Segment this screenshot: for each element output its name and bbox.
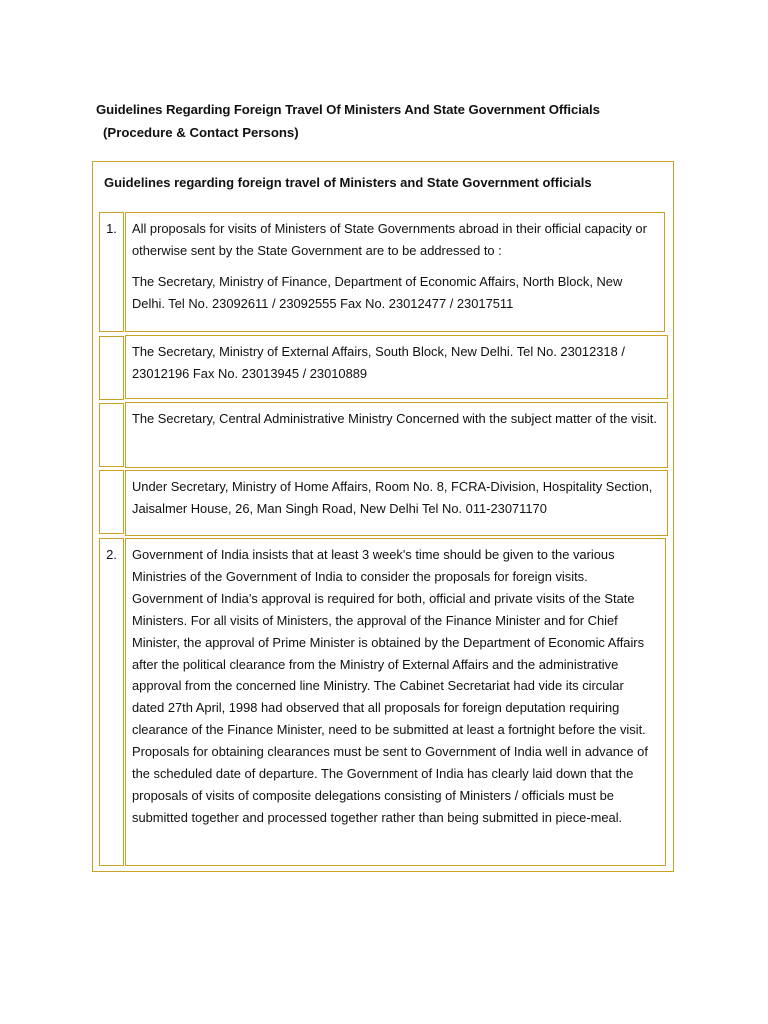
- item-body-text: Government of India insists that at least 3 week's time should be given to the various Ministries of the Government of India to consider the proposals for foreign visits. Government of India’s approval is required for both, official and private visits of the State Ministers. For all visits of Ministers, the approval of the Finance Minister and for Chief Minister, the approval of Prime Minister is obtained by the Department of Economic Affairs after the political clearance from the Ministry of External Affairs and the administrative approval from the concerned line Ministry. The Cabinet Secretariat had vide its circular dated 27th April, 1998 had observed that all proposals for foreign deputation requiring clearance of the Finance Minister, need to be submitted at least a fortnight before the visit. Proposals for obtaining clearances must be sent to Government of India well in advance of the scheduled date of departure. The Government of India has clearly laid down that the proposals of visits of composite delegations consisting of Ministers / officials must be submitted together and processed together rather than being submitted in piece-meal.: [132, 547, 648, 825]
- contact-finance: The Secretary, Ministry of Finance, Department of Economic Affairs, North Block, New Delhi. Tel No. 23092611 / 23092555 Fax No. 23012477 / 23017511: [132, 273, 623, 311]
- item-number-cell-continued: [99, 470, 124, 534]
- contact-cell: [125, 335, 668, 399]
- guidelines-box-heading: Guidelines regarding foreign travel of Ministers and State Government officials: [104, 175, 592, 190]
- item-text-cell: [125, 538, 666, 866]
- contact-external-affairs: The Secretary, Ministry of External Affairs, South Block, New Delhi. Tel No. 23012318 / 23012196 Fax No. 23013945 / 23010889: [132, 344, 625, 381]
- document-subtitle: (Procedure & Contact Persons): [103, 125, 299, 140]
- item-number-cell: [99, 212, 124, 332]
- item-text-cell: [125, 212, 665, 332]
- item-number-cell-continued: [99, 336, 124, 400]
- contact-administrative-ministry: The Secretary, Central Administrative Ministry Concerned with the subject matter of the visit.: [132, 411, 657, 426]
- contact-cell: [125, 402, 668, 468]
- item-number-cell: [99, 538, 124, 866]
- item-number: 1.: [106, 221, 117, 236]
- item-intro-text: All proposals for visits of Ministers of State Governments abroad in their official capacity or otherwise sent by the State Government are to be addressed to :: [132, 221, 647, 258]
- item-number-cell-continued: [99, 403, 124, 467]
- item-number: 2.: [106, 547, 117, 562]
- contact-cell: [125, 470, 668, 536]
- document-title: Guidelines Regarding Foreign Travel Of Ministers And State Government Officials: [96, 102, 600, 117]
- contact-home-affairs: Under Secretary, Ministry of Home Affairs, Room No. 8, FCRA-Division, Hospitality Section, Jaisalmer House, 26, Man Singh Road, New Delhi Tel No. 011-23071170: [132, 479, 653, 516]
